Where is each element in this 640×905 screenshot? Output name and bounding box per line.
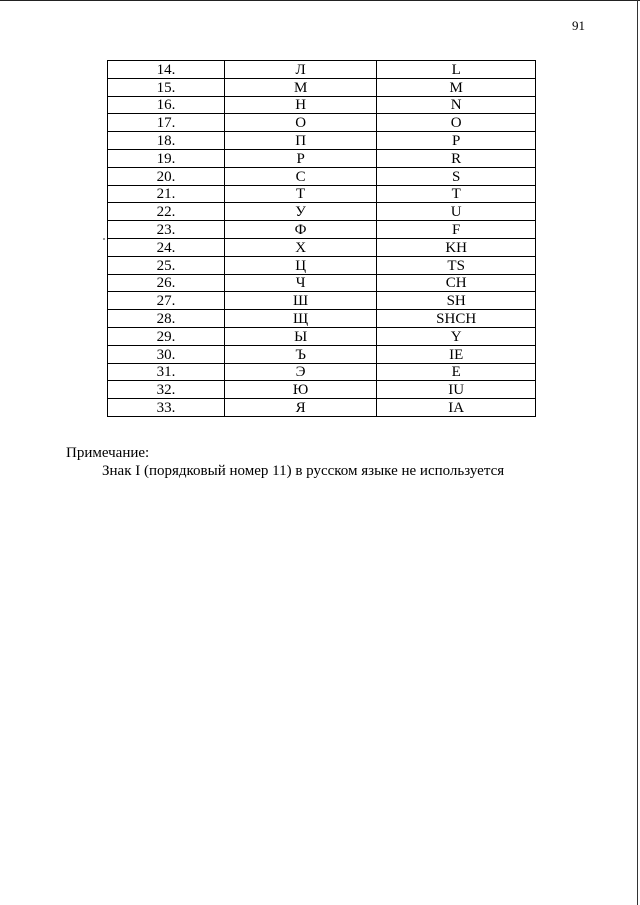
- cyrillic-letter-cell: О: [224, 114, 376, 132]
- table-row: [108, 238, 536, 256]
- table-row: [108, 132, 536, 150]
- table-row: [108, 149, 536, 167]
- cyrillic-letter-cell: Ю: [224, 381, 376, 399]
- cyrillic-letter-cell: Щ: [224, 310, 376, 328]
- latin-transliteration-cell: E: [377, 363, 536, 381]
- row-number-cell: 33.: [108, 399, 225, 417]
- cyrillic-letter-cell: Р: [224, 149, 376, 167]
- cyrillic-letter-cell: У: [224, 203, 376, 221]
- row-number-cell: 21.: [108, 185, 225, 203]
- table-row: [108, 221, 536, 239]
- latin-transliteration-cell: IE: [377, 345, 536, 363]
- cyrillic-letter-cell: Ф: [224, 221, 376, 239]
- cyrillic-letter-cell: Я: [224, 399, 376, 417]
- row-number-cell: 32.: [108, 381, 225, 399]
- table-row: [108, 381, 536, 399]
- latin-transliteration-cell: R: [377, 149, 536, 167]
- latin-transliteration-cell: O: [377, 114, 536, 132]
- latin-transliteration-cell: IU: [377, 381, 536, 399]
- row-number-cell: 30.: [108, 345, 225, 363]
- cyrillic-letter-cell: Ъ: [224, 345, 376, 363]
- row-number-cell: 16.: [108, 96, 225, 114]
- row-number-cell: 25.: [108, 256, 225, 274]
- table-row: [108, 399, 536, 417]
- cyrillic-letter-cell: П: [224, 132, 376, 150]
- latin-transliteration-cell: P: [377, 132, 536, 150]
- table-row: [108, 61, 536, 79]
- page-top-edge: [0, 0, 640, 1]
- cyrillic-letter-cell: Ш: [224, 292, 376, 310]
- latin-transliteration-cell: SH: [377, 292, 536, 310]
- note-text: Знак I (порядковый номер 11) в русском языке не используется: [102, 463, 505, 479]
- cyrillic-letter-cell: Н: [224, 96, 376, 114]
- transliteration-table-body: [108, 61, 536, 417]
- latin-transliteration-cell: T: [377, 185, 536, 203]
- cyrillic-letter-cell: М: [224, 78, 376, 96]
- cyrillic-letter-cell: Ч: [224, 274, 376, 292]
- latin-transliteration-cell: CH: [377, 274, 536, 292]
- scan-speck: [103, 238, 105, 240]
- latin-transliteration-cell: N: [377, 96, 536, 114]
- table-row: [108, 292, 536, 310]
- row-number-cell: 22.: [108, 203, 225, 221]
- cyrillic-letter-cell: Ц: [224, 256, 376, 274]
- table-row: [108, 203, 536, 221]
- row-number-cell: 31.: [108, 363, 225, 381]
- cyrillic-letter-cell: Т: [224, 185, 376, 203]
- row-number-cell: 15.: [108, 78, 225, 96]
- row-number-cell: 18.: [108, 132, 225, 150]
- latin-transliteration-cell: M: [377, 78, 536, 96]
- latin-transliteration-cell: L: [377, 61, 536, 79]
- table-row: [108, 274, 536, 292]
- row-number-cell: 19.: [108, 149, 225, 167]
- latin-transliteration-cell: F: [377, 221, 536, 239]
- table-row: [108, 327, 536, 345]
- cyrillic-letter-cell: Э: [224, 363, 376, 381]
- row-number-cell: 28.: [108, 310, 225, 328]
- row-number-cell: 17.: [108, 114, 225, 132]
- row-number-cell: 27.: [108, 292, 225, 310]
- transliteration-table: [107, 60, 536, 417]
- page-right-edge: [637, 0, 638, 905]
- cyrillic-letter-cell: Х: [224, 238, 376, 256]
- row-number-cell: 14.: [108, 61, 225, 79]
- row-number-cell: 24.: [108, 238, 225, 256]
- table-row: [108, 96, 536, 114]
- note-title: Примечание:: [66, 445, 150, 461]
- page-number: 91: [572, 18, 585, 33]
- latin-transliteration-cell: Y: [377, 327, 536, 345]
- table-row: [108, 310, 536, 328]
- table-row: [108, 363, 536, 381]
- latin-transliteration-cell: IA: [377, 399, 536, 417]
- row-number-cell: 20.: [108, 167, 225, 185]
- row-number-cell: 26.: [108, 274, 225, 292]
- cyrillic-letter-cell: Л: [224, 61, 376, 79]
- table-row: [108, 345, 536, 363]
- cyrillic-letter-cell: Ы: [224, 327, 376, 345]
- latin-transliteration-cell: TS: [377, 256, 536, 274]
- table-row: [108, 185, 536, 203]
- latin-transliteration-cell: SHCH: [377, 310, 536, 328]
- table-row: [108, 167, 536, 185]
- cyrillic-letter-cell: С: [224, 167, 376, 185]
- latin-transliteration-cell: KH: [377, 238, 536, 256]
- table-row: [108, 256, 536, 274]
- latin-transliteration-cell: U: [377, 203, 536, 221]
- table-row: [108, 114, 536, 132]
- latin-transliteration-cell: S: [377, 167, 536, 185]
- table-row: [108, 78, 536, 96]
- row-number-cell: 23.: [108, 221, 225, 239]
- row-number-cell: 29.: [108, 327, 225, 345]
